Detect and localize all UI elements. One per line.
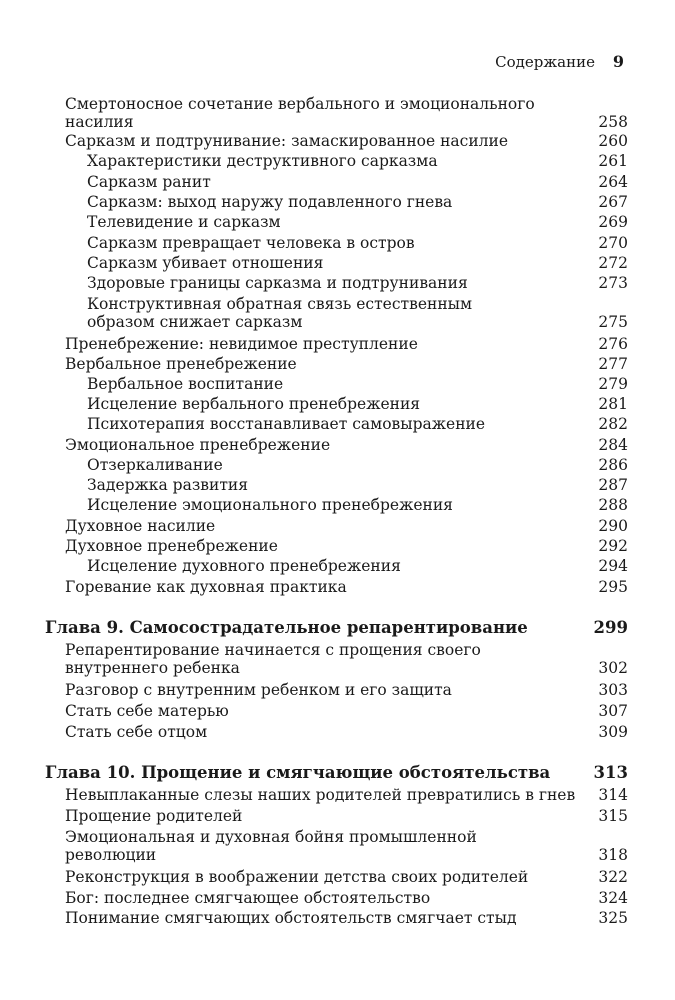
toc-entry-title [87, 255, 323, 273]
toc-page-number: 302 [598, 658, 628, 677]
toc-entry-line: Сарказм и подтрунивание: замаскированное насилие [65, 132, 509, 150]
toc-entry-title [65, 538, 278, 556]
toc-entry [65, 336, 628, 354]
toc-entry-title [65, 787, 575, 805]
toc-entry-line: образом снижает сарказм [87, 312, 303, 331]
toc-page-number: 288 [598, 496, 628, 514]
toc-entry [87, 275, 628, 293]
toc-entry [87, 296, 628, 331]
toc-page-number: 272 [598, 254, 628, 272]
toc-entry [65, 518, 628, 536]
toc-entry-line: Реконструкция в воображении детства своих родителей [65, 868, 529, 886]
toc-page-number: 307 [598, 702, 628, 720]
toc-entry-title [87, 416, 485, 434]
toc-page-number: 279 [598, 375, 628, 393]
toc-entry-title [87, 174, 211, 192]
toc-page-number: 313 [593, 763, 628, 782]
toc-entry-line: Отзеркаливание [87, 456, 223, 474]
toc-entry-title [65, 724, 207, 742]
toc-entry [65, 538, 628, 556]
toc-entry [65, 910, 628, 928]
toc-entry-title [65, 336, 418, 354]
toc-page-number: 303 [598, 681, 628, 699]
toc-entry-title [87, 235, 415, 253]
toc-entry-line: Телевидение и сарказм [87, 213, 281, 231]
toc-entry [65, 724, 628, 742]
toc-entry-line: Эмоциональная и духовная бойня промышленной [65, 828, 477, 846]
header-page-number: 9 [612, 52, 624, 71]
toc-entry-line: Исцеление вербального пренебрежения [87, 395, 421, 413]
toc-entry-line: Сарказм: выход наружу подавленного гнева [87, 193, 453, 211]
toc-entry-title [87, 376, 283, 394]
toc-entry-title [87, 296, 472, 331]
toc-entry-line: Эмоциональное пренебрежение [65, 436, 331, 454]
toc-entry [87, 153, 628, 171]
toc-page-number: 267 [598, 193, 628, 211]
toc-page-number: 309 [598, 723, 628, 741]
toc-entry-line: Психотерапия восстанавливает самовыражение [87, 415, 486, 433]
header-title: Содержание [495, 53, 595, 71]
toc-entry-line: революции [65, 845, 157, 864]
toc-entry-title [87, 558, 401, 576]
toc-entry-line: Исцеление духовного пренебрежения [87, 557, 401, 575]
toc-entry-line: Глава 10. Прощение и смягчающие обстоятельства [45, 763, 551, 782]
toc-page-number: 287 [598, 476, 628, 494]
toc-entry [87, 194, 628, 212]
toc-entry-title [45, 618, 528, 637]
toc-entry-line: Репарентирование начинается с прощения своего [65, 641, 481, 659]
toc-entry-line: внутреннего ребенка [65, 658, 240, 677]
toc-entry-title [87, 477, 248, 495]
toc-entry [87, 416, 628, 434]
toc-page-number: 318 [598, 845, 628, 864]
toc-page-number: 284 [598, 436, 628, 454]
toc-page-number: 325 [598, 909, 628, 927]
toc-entry-line: Пренебрежение: невидимое преступление [65, 335, 418, 353]
toc-chapter [45, 618, 628, 637]
toc-entry-title [65, 890, 430, 908]
toc-entry-title [87, 275, 468, 293]
toc-chapter [45, 763, 628, 782]
toc-entry-line: Понимание смягчающих обстоятельств смягчает стыд [65, 909, 517, 927]
toc-page-number: 322 [598, 868, 628, 886]
toc-entry [65, 808, 628, 826]
toc-page-number: 299 [593, 618, 628, 637]
toc-page-number: 281 [598, 395, 628, 413]
toc-entry-line: насилия [65, 112, 134, 131]
toc-page-number: 261 [598, 152, 628, 170]
toc-entry-title [65, 437, 330, 455]
toc-entry-title [65, 829, 477, 864]
toc-entry-title [65, 579, 347, 597]
toc-entry-title [65, 356, 297, 374]
toc-entry [65, 703, 628, 721]
toc-entry-line: Вербальное пренебрежение [65, 355, 297, 373]
toc-entry-line: Исцеление эмоционального пренебрежения [87, 496, 453, 514]
toc-entry-line: Задержка развития [87, 476, 249, 494]
toc-entry [87, 214, 628, 232]
toc-entry-title [87, 194, 452, 212]
toc-entry-line: Духовное насилие [65, 517, 216, 535]
toc-entry [87, 396, 628, 414]
toc-page-number: 292 [598, 537, 628, 555]
toc-entry [65, 96, 628, 131]
toc-entry-title [65, 910, 517, 928]
toc-page-number: 295 [598, 578, 628, 596]
toc-page-number: 275 [598, 312, 628, 331]
toc-page-number: 290 [598, 517, 628, 535]
toc-page-number: 277 [598, 355, 628, 373]
toc-page-number: 264 [598, 173, 628, 191]
toc-entry-line: Духовное пренебрежение [65, 537, 278, 555]
toc-entry [87, 235, 628, 253]
toc-page-number: 324 [598, 889, 628, 907]
toc-entry-line: Конструктивная обратная связь естественным [87, 295, 473, 313]
toc-entry-line: Сарказм ранит [87, 173, 211, 191]
toc-entry [65, 682, 628, 700]
toc-entry-line: Стать себе отцом [65, 723, 208, 741]
toc-entry-title [65, 808, 242, 826]
toc-entry-line: Сарказм превращает человека в остров [87, 234, 415, 252]
toc-entry [87, 477, 628, 495]
toc-entry [65, 356, 628, 374]
toc-page-number: 269 [598, 213, 628, 231]
toc-page-number: 315 [598, 807, 628, 825]
toc-entry [65, 890, 628, 908]
toc-entry [65, 437, 628, 455]
toc-entry [65, 579, 628, 597]
toc-entry [65, 829, 628, 864]
toc-entry [65, 642, 628, 677]
toc-entry [87, 376, 628, 394]
toc-page-number: 258 [598, 112, 628, 131]
toc-page-number: 276 [598, 335, 628, 353]
toc-entry-title [65, 703, 229, 721]
toc-page-number: 314 [598, 786, 628, 804]
toc-entry-line: Характеристики деструктивного сарказма [87, 152, 438, 170]
toc-entry-line: Глава 9. Самосострадательное репарентирование [45, 618, 528, 637]
toc-entry-title [65, 133, 508, 151]
toc-entry-title [87, 497, 453, 515]
toc-entry-title [65, 96, 535, 131]
toc-entry-title [87, 457, 223, 475]
toc-page-number: 286 [598, 456, 628, 474]
toc-entry-line: Прощение родителей [65, 807, 243, 825]
toc-entry-title [65, 518, 215, 536]
toc-entry-line: Бог: последнее смягчающее обстоятельство [65, 889, 431, 907]
toc-entry [65, 787, 628, 805]
toc-entry-line: Смертоносное сочетание вербального и эмоционального [65, 95, 535, 113]
toc-entry-line: Стать себе матерью [65, 702, 229, 720]
toc-entry [87, 558, 628, 576]
toc-page-number: 273 [598, 274, 628, 292]
toc-entry [65, 869, 628, 887]
toc-page-number: 270 [598, 234, 628, 252]
toc-page-number: 294 [598, 557, 628, 575]
toc-entry-title [87, 153, 438, 171]
toc-entry [87, 174, 628, 192]
toc-entry-line: Здоровые границы сарказма и подтрунивания [87, 274, 468, 292]
toc-entry-title [87, 214, 281, 232]
toc-entry-line: Сарказм убивает отношения [87, 254, 324, 272]
toc-page-number: 282 [598, 415, 628, 433]
toc-page-number: 260 [598, 132, 628, 150]
toc-entry-title [65, 869, 528, 887]
toc-entry-title [45, 763, 550, 782]
toc-entry-line: Вербальное воспитание [87, 375, 284, 393]
toc-entry-title [87, 396, 420, 414]
toc-entry [87, 255, 628, 273]
toc-entry-line: Разговор с внутренним ребенком и его защита [65, 681, 452, 699]
toc-entry-title [65, 682, 452, 700]
toc-entry-line: Горевание как духовная практика [65, 578, 347, 596]
toc-entry-line: Невыплаканные слезы наших родителей превратились в гнев [65, 786, 576, 804]
toc-entry-title [65, 642, 481, 677]
toc-entry [65, 133, 628, 151]
toc-entry [87, 457, 628, 475]
toc-entry [87, 497, 628, 515]
